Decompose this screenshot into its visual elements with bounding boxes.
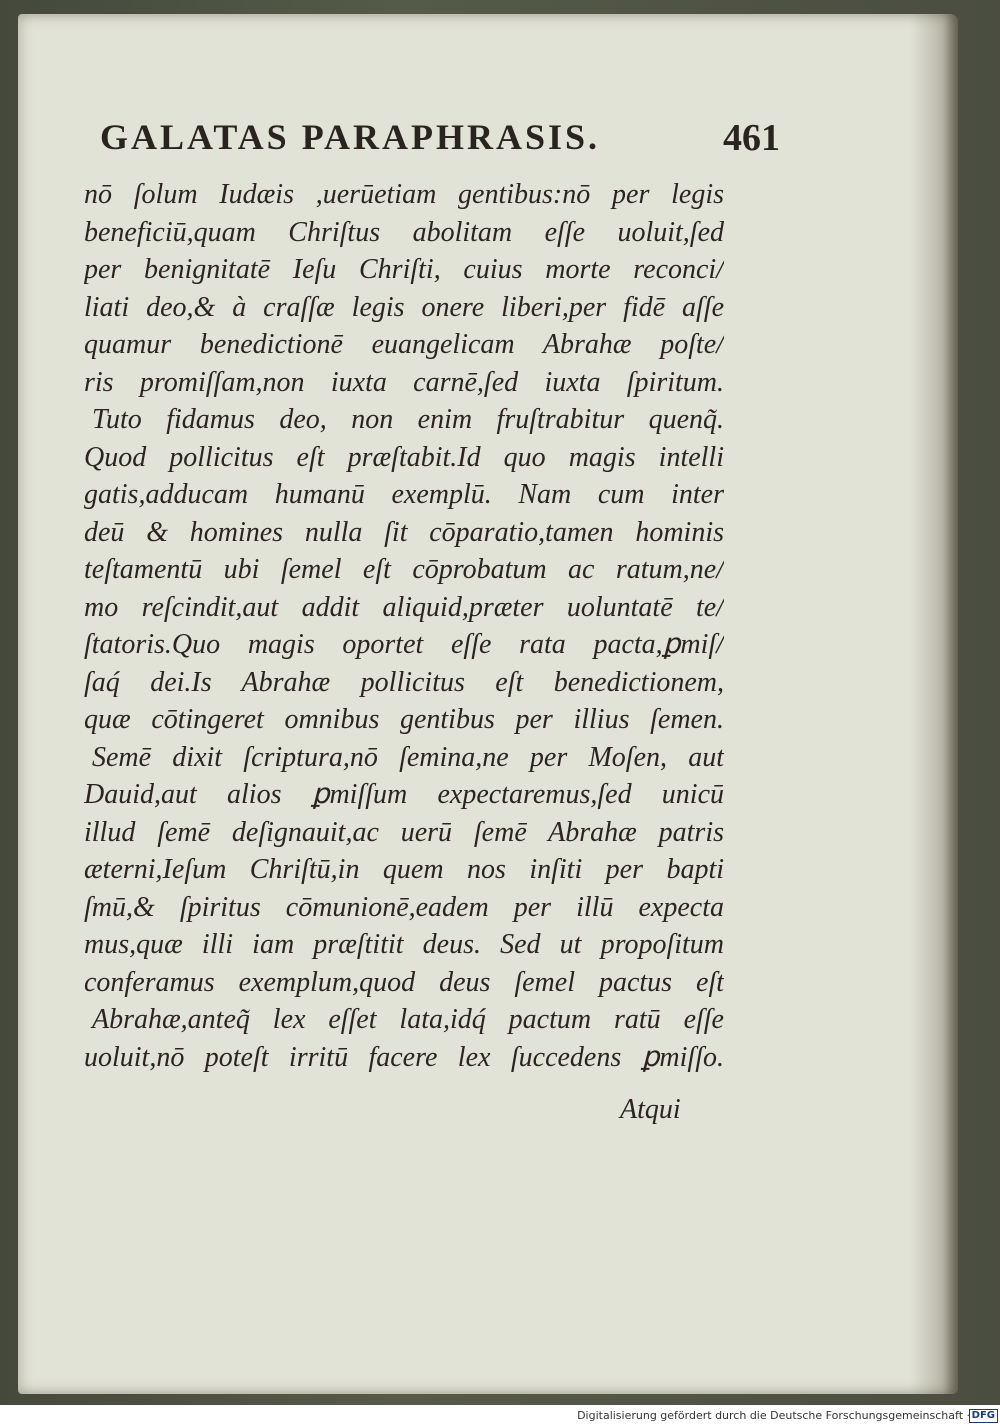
text-line: teſtamentū ubi ſemel eſt cōprobatum ac ratum,ne/ xyxy=(84,554,724,585)
text-line: beneficiū,quam Chriſtus abolitam eſſe uoluit,ſed xyxy=(84,216,724,248)
text-line: liati deo,& à craſſæ legis onere liberi,per fidē aſſe xyxy=(84,291,724,323)
text-line: per benignitatē Ieſu Chriſti, cuius morte reconci/ xyxy=(84,254,724,285)
text-line: Semē dixit ſcriptura,nō ſemina,ne per Moſen, aut xyxy=(92,741,724,773)
text-line: deū & homines nulla ſit cōparatio,tamen hominis xyxy=(84,516,724,548)
text-line: mo reſcindit,aut addit aliquid,præter uoluntatē te/ xyxy=(84,591,724,623)
text-line: nō ſolum Iudæis ,uerūetiam gentibus:nō per legis xyxy=(84,179,724,210)
text-line: uoluit,nō poteſt irritū facere lex ſuccedens ꝑmiſſo. xyxy=(84,1041,724,1073)
page-number: 461 xyxy=(723,117,780,159)
text-line: mus,quæ illi iam præſtitit deus. Sed ut propoſitum xyxy=(84,929,724,960)
text-line: quæ cōtingeret omnibus gentibus per illius ſemen. xyxy=(84,704,724,735)
text-line: gatis,adducam humanū exemplū. Nam cum inter xyxy=(84,479,724,510)
text-line: Tuto fidamus deo, non enim fruſtrabitur quenq̃. xyxy=(92,404,724,435)
page-header xyxy=(100,116,780,166)
funding-credit: Digitalisierung gefördert durch die Deutsche Forschungsgemeinschaft · xyxy=(577,1409,970,1422)
text-line: Quod pollicitus eſt præſtabit.Id quo magis intelli xyxy=(84,441,724,473)
text-line: illud ſemē deſignauit,ac uerū ſemē Abrahæ patris xyxy=(84,816,724,848)
text-line: ſaq́ dei.Is Abrahæ pollicitus eſt benedictionem, xyxy=(84,666,724,698)
text-line: conferamus exemplum,quod deus ſemel pactus eſt xyxy=(84,966,724,998)
catchword: Atqui xyxy=(620,1094,681,1125)
text-line: Abrahæ,anteq̃ lex eſſet lata,idq́ pactum ratū eſſe xyxy=(92,1004,724,1035)
text-line: ſtatoris.Quo magis oportet eſſe rata pacta,ꝑmiſ/ xyxy=(84,629,724,660)
text-line: æterni,Ieſum Chriſtū,in quem nos inſiti per bapti xyxy=(84,854,724,885)
text-line: ris promiſſam,non iuxta carnē,ſed iuxta ſpiritum. xyxy=(84,366,724,398)
running-title: GALATAS PARAPHRASIS. xyxy=(100,117,601,157)
text-block xyxy=(84,176,724,1076)
text-line: quamur benedictionē euangelicam Abrahæ poſte/ xyxy=(84,329,724,360)
text-line: ſmū,& ſpiritus cōmunionē,eadem per illū expecta xyxy=(84,891,724,923)
text-line: Dauid,aut alios ꝑmiſſum expectaremus,ſed unicū xyxy=(84,779,724,810)
dfg-logo: DFG xyxy=(969,1409,998,1423)
